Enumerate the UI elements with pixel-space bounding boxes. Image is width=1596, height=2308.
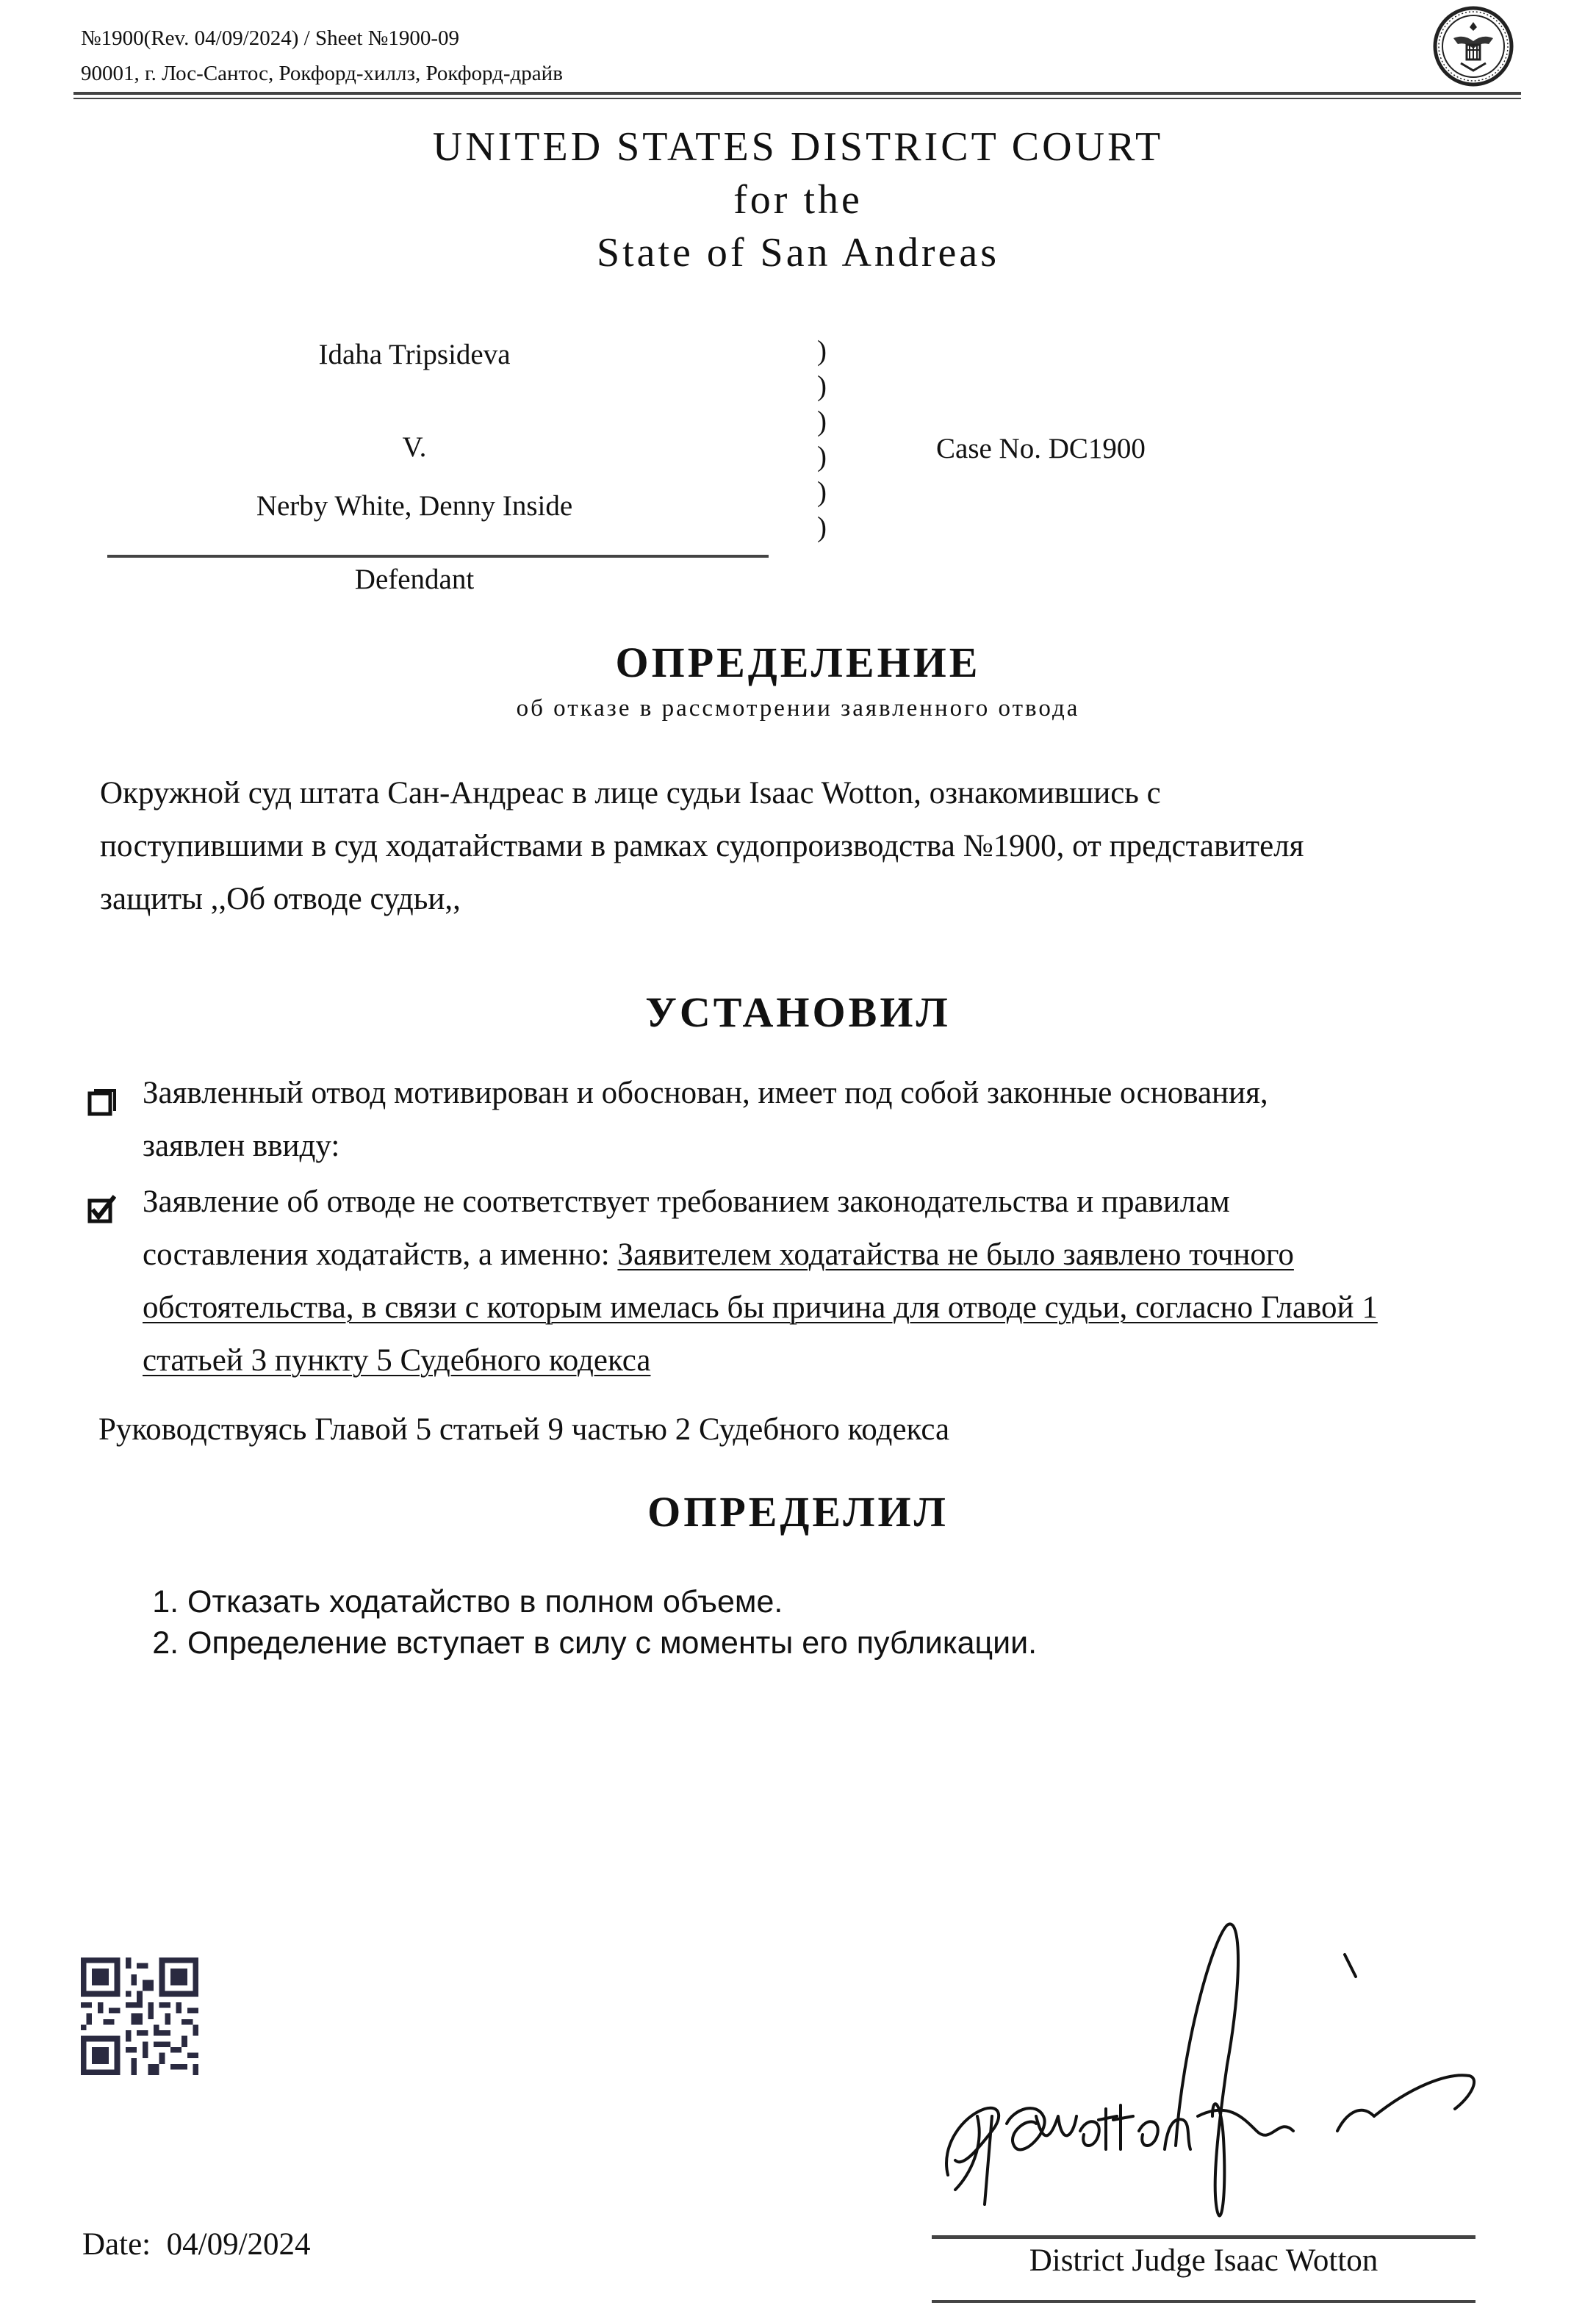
qr-code-icon — [81, 1958, 198, 2075]
caption-rule — [107, 555, 769, 558]
option-grounded-line: Заявленный отвод мотивирован и обоснован, имеет под собой законные основания, — [143, 1076, 1268, 1110]
court-name: UNITED STATES DISTRICT COURT — [432, 124, 1164, 170]
rejection-reason: обстоятельства, в связи с которым имелась бы причина для отводе судьи, согласно Главой 1 — [143, 1290, 1378, 1325]
option-rejected-line — [143, 1229, 1294, 1281]
decided-heading: ОПРЕДЕЛИЛ — [647, 1488, 949, 1536]
established-heading: УСТАНОВИЛ — [645, 988, 951, 1036]
signature-icon — [933, 1896, 1492, 2241]
header-rule-thin — [73, 98, 1521, 99]
caption-paren: ) — [817, 335, 827, 367]
document-title: ОПРЕДЕЛЕНИЕ — [615, 639, 981, 686]
option-rejected-line: Заявление об отводе не соответствует требованием законодательства и правилам — [143, 1184, 1230, 1219]
court-state: State of San Andreas — [596, 230, 1000, 276]
rejection-reason: статьей 3 пункту 5 Судебного кодекса — [143, 1343, 651, 1378]
court-address: 90001, г. Лос-Сантос, Рокфорд-хиллз, Рокфорд-драйв — [81, 62, 563, 85]
caption-paren: ) — [817, 370, 827, 402]
plaintiff-name: Idaha Tripsideva — [318, 339, 511, 370]
judge-underline — [932, 2300, 1475, 2303]
caption-paren: ) — [817, 441, 827, 472]
caption-paren: ) — [817, 476, 827, 508]
option-rejected-text: составления ходатайств, а именно: — [143, 1237, 618, 1272]
defendant-label: Defendant — [354, 564, 475, 595]
case-number: Case No. DC1900 — [936, 433, 1146, 464]
court-for: for the — [733, 177, 863, 223]
checkbox-unchecked-icon — [87, 1088, 116, 1117]
defendant-names: Nerby White, Denny Inside — [256, 490, 573, 522]
header-rule — [73, 92, 1521, 95]
decision-item: 1. Отказать ходатайство в полном объеме. — [187, 1581, 1037, 1622]
checkbox-checked-icon — [87, 1195, 116, 1224]
form-number: №1900(Rev. 04/09/2024) / Sheet №1900-09 — [81, 26, 459, 50]
date-label: Date: — [82, 2227, 151, 2262]
intro-line: защиты ,,Об отводе судьи,, — [100, 882, 461, 916]
guided-by-text: Руководствуясь Главой 5 статьей 9 частью 2 Судебного кодекса — [98, 1412, 950, 1447]
caption-paren: ) — [817, 511, 827, 543]
versus: V. — [402, 431, 427, 463]
rejection-reason: Заявителем ходатайства не было заявлено точного — [617, 1237, 1294, 1272]
date-field — [82, 2226, 311, 2262]
judge-name: District Judge Isaac Wotton — [1029, 2243, 1378, 2278]
intro-line: поступившими в суд ходатайствами в рамках судопроизводства №1900, от представителя — [100, 829, 1304, 863]
decision-item: 2. Определение вступает в силу с моменты его публикации. — [187, 1622, 1037, 1664]
document-subtitle: об отказе в рассмотрении заявленного отвода — [516, 695, 1080, 722]
court-seal-icon — [1431, 4, 1515, 88]
intro-line: Окружной суд штата Сан-Андреас в лице судьи Isaac Wotton, ознакомившись с — [100, 776, 1161, 810]
date-value: 04/09/2024 — [166, 2227, 311, 2262]
option-grounded-line: заявлен ввиду: — [143, 1129, 340, 1163]
caption-paren: ) — [817, 406, 827, 437]
decision-list — [147, 1581, 1037, 1664]
signature-line — [932, 2235, 1475, 2239]
